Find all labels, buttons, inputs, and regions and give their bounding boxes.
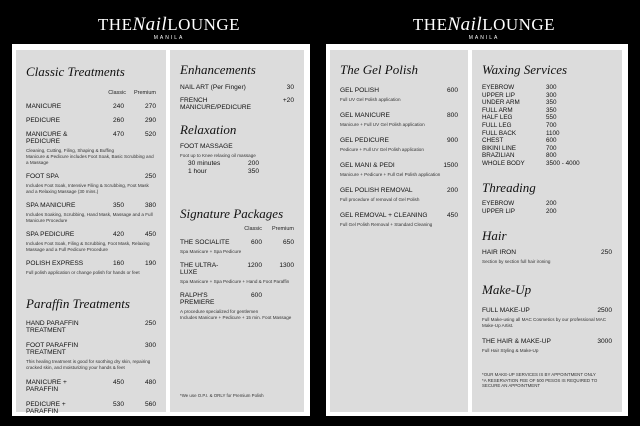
item-name: MANICURE + PARAFFIN — [26, 379, 67, 393]
menu-item-row — [26, 379, 156, 393]
item-description: Spa Manicure + Spa Pedicure + Hand & Foot Paraffin — [180, 279, 290, 284]
item-description: Cleaning, Cutting, Filing, Shaping & Buffing Manicure & Pedicure includes Foot Soak, Basic Scrubbing and a Massage — [26, 148, 154, 165]
panel-enhancements — [170, 50, 304, 412]
item-description: A procedure specialized for gentlemen Includes Manicure + Pedicure + 15 min. Foot Massage — [180, 309, 292, 320]
section-title-waxing: Waxing Services — [482, 62, 568, 77]
menu-item-row — [340, 212, 458, 219]
section-title-classic: Classic Treatments — [26, 64, 125, 79]
item-price: 700 — [546, 144, 557, 152]
menu-item-row — [482, 200, 612, 208]
menu-item-row — [26, 103, 156, 110]
menu-item-row — [482, 160, 612, 168]
price-classic: 450 — [112, 379, 124, 386]
item-price: 350 — [546, 99, 557, 107]
menu-item-row — [482, 208, 612, 216]
item-description: Manicure + Pedicure + Full Gel Polish application — [340, 172, 441, 177]
brand-logo-right: THENailLOUNGE MANILA — [412, 14, 556, 41]
menu-item-row — [482, 338, 612, 345]
item-price: 800 — [446, 112, 458, 119]
item-name: HAND PARAFFIN TREATMENT — [26, 320, 79, 334]
price-classic: 470 — [112, 131, 124, 138]
duration-row — [188, 168, 294, 175]
item-name: FULL MAKE-UP — [482, 307, 530, 314]
section-title-hair: Hair — [482, 228, 507, 243]
item-name: EYEBROW — [482, 200, 515, 207]
item-price: +20 — [282, 97, 294, 104]
section-title-relaxation: Relaxation — [180, 122, 237, 137]
menu-item-row — [482, 99, 612, 107]
item-name: BRAZILIAN — [482, 152, 515, 160]
menu-item-row — [482, 122, 612, 130]
item-name: SPA PEDICURE — [26, 231, 75, 238]
item-name: HALF LEG — [482, 114, 513, 122]
item-name: THE ULTRA-LUXE — [180, 262, 219, 276]
item-name: GEL MANICURE — [340, 112, 390, 119]
menu-item-row — [180, 97, 294, 111]
gel-list — [340, 87, 458, 228]
panel-waxing — [472, 50, 622, 412]
item-name: UPPER LIP — [482, 207, 515, 215]
section-title-makeup: Make-Up — [482, 282, 532, 297]
menu-item-row — [482, 152, 612, 160]
item-name: POLISH EXPRESS — [26, 260, 84, 267]
item-name: MANICURE — [26, 103, 62, 110]
item-name: PEDICURE — [26, 117, 61, 124]
item-name: GEL POLISH REMOVAL — [340, 187, 413, 194]
signature-column-headers: Classic Premium — [244, 226, 294, 232]
item-name: RALPH'S PREMIERE — [180, 292, 215, 306]
foot-massage-row: FOOT MASSAGE — [180, 143, 233, 150]
waxing-list — [482, 84, 612, 168]
price-premium: 190 — [144, 260, 156, 267]
item-description: Full Gel Polish Removal + Standard Cleaning — [340, 222, 433, 227]
price-premium: 480 — [144, 379, 156, 386]
menu-item-row — [26, 260, 156, 267]
price-premium: 270 — [144, 103, 156, 110]
foot-massage-desc: Foot up to Knee relaxing oil massage — [180, 153, 256, 158]
menu-page-right — [326, 44, 628, 416]
menu-item-row — [482, 307, 612, 314]
threading-list — [482, 200, 612, 215]
price-classic: 420 — [112, 231, 124, 238]
price-premium: 250 — [144, 320, 156, 327]
item-price: 1500 — [443, 162, 458, 169]
item-price: 2500 — [597, 307, 612, 314]
item-name: GEL MANI & PEDI — [340, 162, 395, 169]
enhancements-list — [180, 84, 294, 111]
duration: 1 hour — [188, 168, 207, 175]
menu-item-row — [482, 92, 612, 100]
item-name: WHOLE BODY — [482, 159, 525, 167]
menu-item-row — [340, 162, 458, 169]
item-description: Includes Foot Soak, Intensive Filing & Scrubbing, Foot Mask and a Relaxing Massage (30 mins.) — [26, 183, 149, 194]
paraffin-list — [26, 320, 156, 415]
menu-item-row — [180, 292, 294, 306]
price-premium: 300 — [144, 342, 156, 349]
section-title-paraffin: Paraffin Treatments — [26, 296, 130, 311]
classic-column-headers: Classic Premium — [108, 90, 156, 96]
item-price: 300 — [546, 84, 557, 91]
price-classic: 1200 — [247, 262, 262, 269]
menu-item-row — [482, 107, 612, 115]
item-name: FRENCH MANICURE/PEDICURE — [180, 97, 252, 111]
item-name: FOOT PARAFFIN TREATMENT — [26, 342, 79, 356]
item-name: BIKINI LINE — [482, 144, 516, 152]
item-name: SPA MANICURE — [26, 202, 76, 209]
menu-item-row — [26, 202, 156, 209]
item-description: Full polish application or change polish for hands or feet — [26, 270, 140, 275]
menu-item-row — [340, 112, 458, 119]
menu-item-row — [482, 114, 612, 122]
menu-item-row — [482, 145, 612, 153]
makeup-list — [482, 307, 612, 354]
hair-iron-desc: Section by section full hair ironing — [482, 259, 551, 264]
price-premium: 380 — [144, 202, 156, 209]
duration-price: 200 — [248, 160, 260, 167]
menu-page-left — [12, 44, 310, 416]
item-description: Pedicure + Full UV Gel Polish application — [340, 147, 424, 152]
menu-item-row — [482, 130, 612, 138]
item-price: 200 — [546, 207, 557, 215]
item-name: CHEST — [482, 137, 504, 145]
duration: 30 minutes — [188, 160, 221, 167]
item-description: Full Make-using all MAC Cosmetics by our professional MAC Make-Up Artist. — [482, 317, 607, 328]
menu-item-row — [26, 117, 156, 124]
item-price: 300 — [546, 91, 557, 99]
signature-list — [180, 239, 294, 321]
section-title-threading: Threading — [482, 180, 536, 195]
item-name: MANICURE & PEDICURE — [26, 131, 68, 145]
item-name: EYEBROW — [482, 84, 515, 91]
price-classic: 600 — [250, 239, 262, 246]
menu-item-row — [180, 84, 294, 91]
price-premium: 560 — [144, 401, 156, 408]
menu-item-row — [26, 320, 156, 334]
item-price: 30 — [286, 84, 294, 91]
menu-item-row — [26, 401, 156, 415]
section-title-gel: The Gel Polish — [340, 62, 418, 77]
menu-item-row — [482, 84, 612, 92]
item-name: THE SOCIALITE — [180, 239, 230, 246]
item-description: Manicure + Full UV Gel Polish application — [340, 122, 425, 127]
item-name: GEL PEDICURE — [340, 137, 389, 144]
item-price: 600 — [546, 137, 557, 145]
item-name: NAIL ART (Per Finger) — [180, 84, 246, 91]
item-price: 3000 — [597, 338, 612, 345]
item-price: 900 — [446, 137, 458, 144]
menu-item-row — [180, 239, 294, 246]
item-name: FULL LEG — [482, 121, 512, 129]
price-classic: 600 — [250, 292, 262, 299]
menu-item-row — [26, 173, 156, 180]
price-premium: 1300 — [279, 262, 294, 269]
item-description: Full procedure of removal of Gel Polish — [340, 197, 420, 202]
item-price: 600 — [446, 87, 458, 94]
item-name: UPPER LIP — [482, 91, 515, 99]
price-premium: 650 — [282, 239, 294, 246]
makeup-appointment-note: *OUR MAKE-UP SERVICES IS BY APPOINTMENT ONLY *A RESERVATION FEE OF 500 PESOS IS REQUIRED TO SECURE AN APPOINTMENT — [482, 372, 598, 389]
brand-logo-left: THENailLOUNGE MANILA — [97, 14, 241, 41]
item-price: 450 — [446, 212, 458, 219]
panel-gel — [330, 50, 468, 412]
menu-item-row — [482, 137, 612, 145]
menu-item-row — [26, 231, 156, 238]
item-name: FULL ARM — [482, 106, 513, 114]
item-name: FULL BACK — [482, 129, 517, 137]
item-name: GEL REMOVAL + CLEANING — [340, 212, 428, 219]
item-price: 350 — [546, 106, 557, 114]
menu-item-row — [340, 187, 458, 194]
duration-row — [188, 160, 294, 167]
foot-massage-prices — [188, 160, 294, 175]
panel-classic — [16, 50, 166, 415]
item-description: Includes Foot Soak, Filing & Scrubbing, Foot Mask, Relaxing Massage and a Full Pedicure Procedure — [26, 241, 150, 252]
item-description: Includes Soaking, Scrubbing, Hand Mask, Massage and a Full Manicure Procedure — [26, 212, 153, 223]
price-classic: 530 — [112, 401, 124, 408]
item-name: GEL POLISH — [340, 87, 379, 94]
menu-item-row — [340, 137, 458, 144]
price-classic: 260 — [112, 117, 124, 124]
item-name: THE HAIR & MAKE-UP — [482, 338, 551, 345]
hair-iron-row: HAIR IRON 250 — [482, 249, 612, 256]
menu-item-row — [180, 262, 294, 276]
item-price: 700 — [546, 121, 557, 129]
premium-polish-note: *We use O.P.I. & ORLY for Premium Polish — [180, 393, 264, 398]
item-description: Full UV Gel Polish application — [340, 97, 401, 102]
item-price: 200 — [546, 200, 557, 207]
price-classic: 160 — [112, 260, 124, 267]
classic-list — [26, 103, 156, 276]
item-description: This healing treatment is good for soothing dry skin, repairing cracked skin, and moisturizing your hands & feet — [26, 359, 151, 370]
item-price: 1100 — [546, 129, 560, 137]
price-premium: 290 — [144, 117, 156, 124]
price-premium: 250 — [144, 173, 156, 180]
menu-item-row — [26, 342, 156, 356]
price-premium: 450 — [144, 231, 156, 238]
duration-price: 350 — [248, 168, 260, 175]
price-premium: 520 — [144, 131, 156, 138]
item-price: 800 — [546, 152, 557, 160]
item-price: 200 — [446, 187, 458, 194]
menu-item-row — [340, 87, 458, 94]
section-title-enhancements: Enhancements — [180, 62, 256, 77]
menu-item-row — [26, 131, 156, 145]
section-title-signature: Signature Packages — [180, 206, 284, 221]
price-classic: 350 — [112, 202, 124, 209]
item-price: 3500 - 4000 — [546, 159, 580, 167]
item-description: Spa Manicure + Spa Pedicure — [180, 249, 242, 254]
item-name: PEDICURE + PARAFFIN — [26, 401, 66, 415]
item-name: FOOT SPA — [26, 173, 59, 180]
item-description: Full Hair Styling & Make-Up — [482, 348, 539, 353]
item-price: 550 — [546, 114, 557, 122]
item-name: UNDER ARM — [482, 99, 520, 107]
price-classic: 240 — [112, 103, 124, 110]
